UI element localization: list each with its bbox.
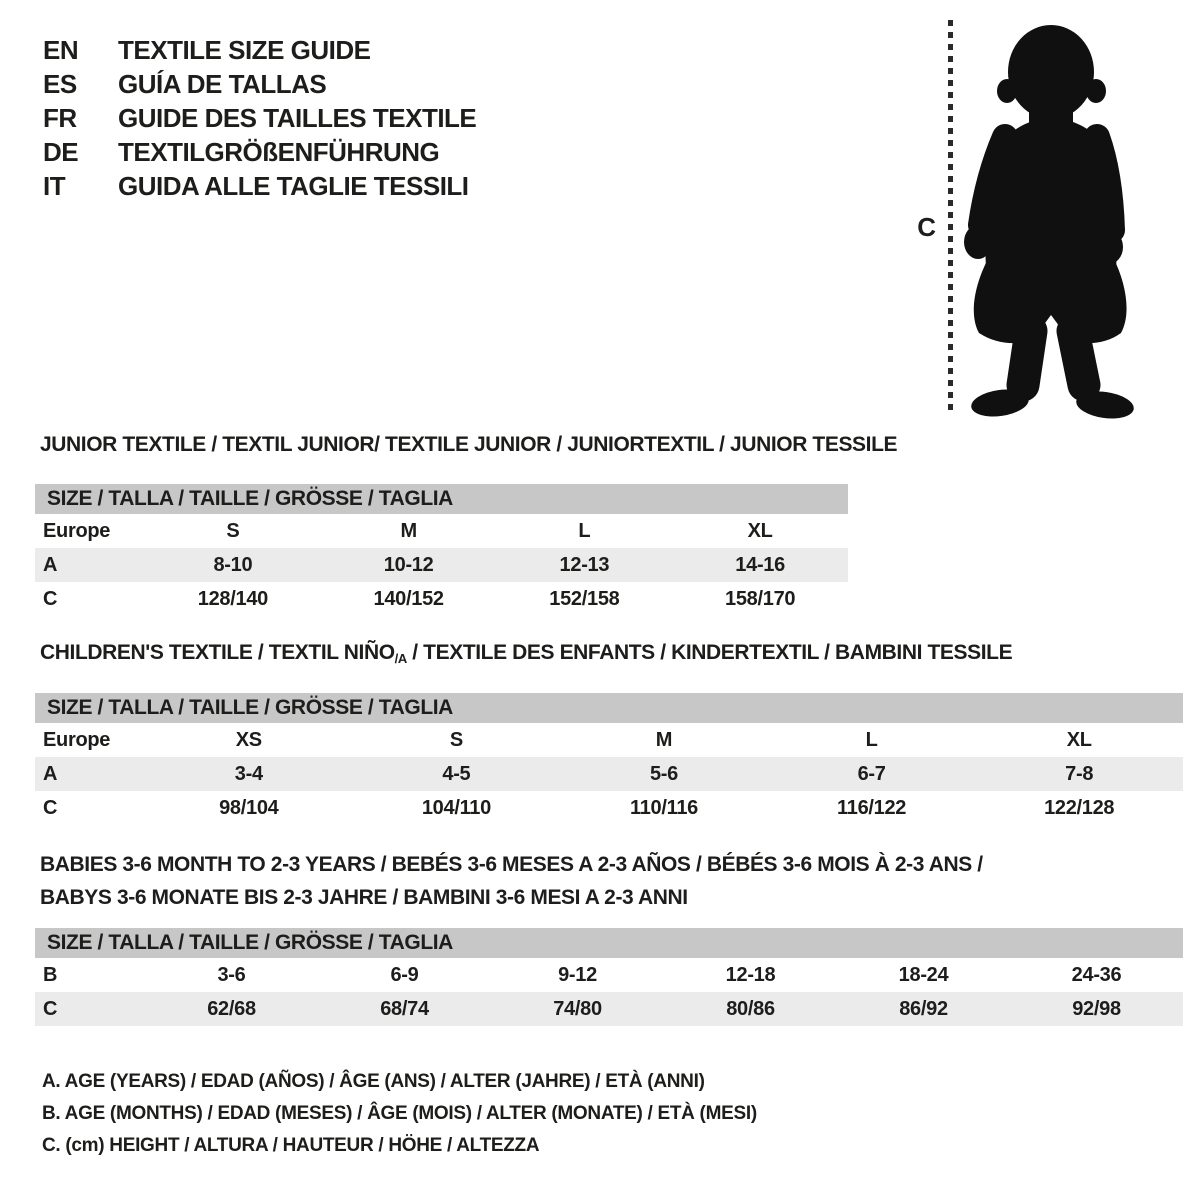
table-row [35, 791, 1183, 825]
children-title-pre: CHILDREN'S TEXTILE / TEXTIL NIÑO [40, 641, 395, 664]
language-row [43, 135, 476, 169]
size-header-row: SIZE / TALLA / TAILLE / GRÖSSE / TAGLIA [35, 693, 1183, 723]
table-cell: M [655, 728, 673, 751]
children-table-title [40, 641, 1012, 671]
table-cell: 3-4 [234, 762, 263, 785]
row-label: A [43, 762, 58, 785]
babies-title-line1: BABIES 3-6 MONTH TO 2-3 YEARS / BEBÉS 3-6 MESES A 2-3 AÑOS / BÉBÉS 3-6 MOIS À 2-3 ANS / [40, 853, 983, 876]
table-row [35, 992, 1183, 1026]
table-cell: 68/74 [380, 997, 429, 1020]
babies-table-rows [35, 958, 1183, 1026]
table-cell: 12-18 [725, 963, 776, 986]
table-cell: 9-12 [558, 963, 597, 986]
junior-size-table [35, 484, 848, 616]
table-cell: 128/140 [197, 587, 268, 610]
guide-title-de: TEXTILGRÖßENFÜHRUNG [118, 136, 440, 167]
table-cell: 4-5 [442, 762, 471, 785]
children-table-rows [35, 723, 1183, 825]
table-cell: 3-6 [217, 963, 246, 986]
row-label: C [43, 997, 58, 1020]
language-code: ES [43, 68, 77, 99]
table-cell: 18-24 [898, 963, 949, 986]
table-cell: 5-6 [649, 762, 678, 785]
language-code: FR [43, 102, 77, 133]
table-row [35, 548, 848, 582]
language-row [43, 169, 476, 203]
language-code: EN [43, 34, 79, 65]
junior-table-rows [35, 514, 848, 616]
table-cell: 86/92 [899, 997, 948, 1020]
table-cell: 122/128 [1044, 796, 1115, 819]
language-code: DE [43, 136, 79, 167]
table-cell: L [578, 519, 591, 542]
table-cell: 8-10 [213, 553, 253, 576]
babies-size-table [35, 928, 1183, 1026]
legend-line-b: B. AGE (MONTHS) / EDAD (MESES) / ÂGE (MOIS) / ALTER (MONATE) / ETÀ (MESI) [42, 1103, 757, 1124]
table-cell: 12-13 [559, 553, 610, 576]
table-cell: 152/158 [549, 587, 620, 610]
height-measure-label: C [917, 212, 936, 242]
language-row [43, 33, 476, 67]
table-cell: 140/152 [373, 587, 444, 610]
legend-block [42, 1066, 757, 1162]
language-row [43, 101, 476, 135]
row-label: Europe [43, 728, 111, 751]
size-header-row: SIZE / TALLA / TAILLE / GRÖSSE / TAGLIA [35, 928, 1183, 958]
table-row [35, 958, 1183, 992]
guide-title-es: GUÍA DE TALLAS [118, 68, 327, 99]
table-cell: 24-36 [1071, 963, 1122, 986]
row-label: Europe [43, 519, 111, 542]
row-label: C [43, 587, 58, 610]
table-cell: 10-12 [383, 553, 434, 576]
guide-title-it: GUIDA ALLE TAGLIE TESSILI [118, 170, 469, 201]
table-row [35, 723, 1183, 757]
table-cell: 14-16 [735, 553, 785, 576]
table-cell: M [400, 519, 417, 542]
row-label: A [43, 553, 58, 576]
table-row [35, 514, 848, 548]
size-header-row: SIZE / TALLA / TAILLE / GRÖSSE / TAGLIA [35, 484, 848, 514]
row-label: B [43, 963, 58, 986]
table-cell: 92/98 [1072, 997, 1121, 1020]
table-cell: 74/80 [553, 997, 602, 1020]
table-cell: 62/68 [207, 997, 256, 1020]
children-title-post: / TEXTILE DES ENFANTS / KINDERTEXTIL / BAMBINI TESSILE [406, 641, 1013, 664]
table-row [35, 757, 1183, 791]
table-cell: 98/104 [219, 796, 279, 819]
table-cell: S [226, 519, 240, 542]
table-cell: 104/110 [421, 796, 491, 819]
table-cell: XL [1066, 728, 1092, 751]
babies-title-line2: BABYS 3-6 MONATE BIS 2-3 JAHRE / BAMBINI 3-6 MESI A 2-3 ANNI [40, 886, 688, 909]
language-title-block [43, 33, 476, 203]
table-cell: L [865, 728, 878, 751]
language-code: IT [43, 170, 66, 201]
table-cell: XL [747, 519, 773, 542]
guide-title-en: TEXTILE SIZE GUIDE [118, 34, 371, 65]
babies-table-title [40, 848, 983, 914]
table-cell: S [449, 728, 463, 751]
table-cell: XS [235, 728, 262, 751]
table-cell: 158/170 [725, 587, 796, 610]
junior-table-title: JUNIOR TEXTILE / TEXTIL JUNIOR/ TEXTILE JUNIOR / JUNIORTEXTIL / JUNIOR TESSILE [40, 433, 898, 456]
table-cell: 116/122 [837, 796, 907, 819]
table-cell: 6-7 [857, 762, 886, 785]
toddler-silhouette-icon [953, 15, 1143, 420]
table-cell: 6-9 [390, 963, 419, 986]
guide-title-fr: GUIDE DES TAILLES TEXTILE [118, 102, 477, 133]
children-size-table [35, 693, 1183, 825]
children-title-sub: /A [394, 651, 407, 666]
language-row [43, 67, 476, 101]
row-label: C [43, 796, 58, 819]
legend-line-c: C. (cm) HEIGHT / ALTURA / HAUTEUR / HÖHE / ALTEZZA [42, 1135, 540, 1156]
table-row [35, 582, 848, 616]
table-cell: 80/86 [726, 997, 775, 1020]
table-cell: 110/116 [629, 796, 698, 819]
legend-line-a: A. AGE (YEARS) / EDAD (AÑOS) / ÂGE (ANS) / ALTER (JAHRE) / ETÀ (ANNI) [42, 1071, 705, 1092]
table-cell: 7-8 [1065, 762, 1094, 785]
